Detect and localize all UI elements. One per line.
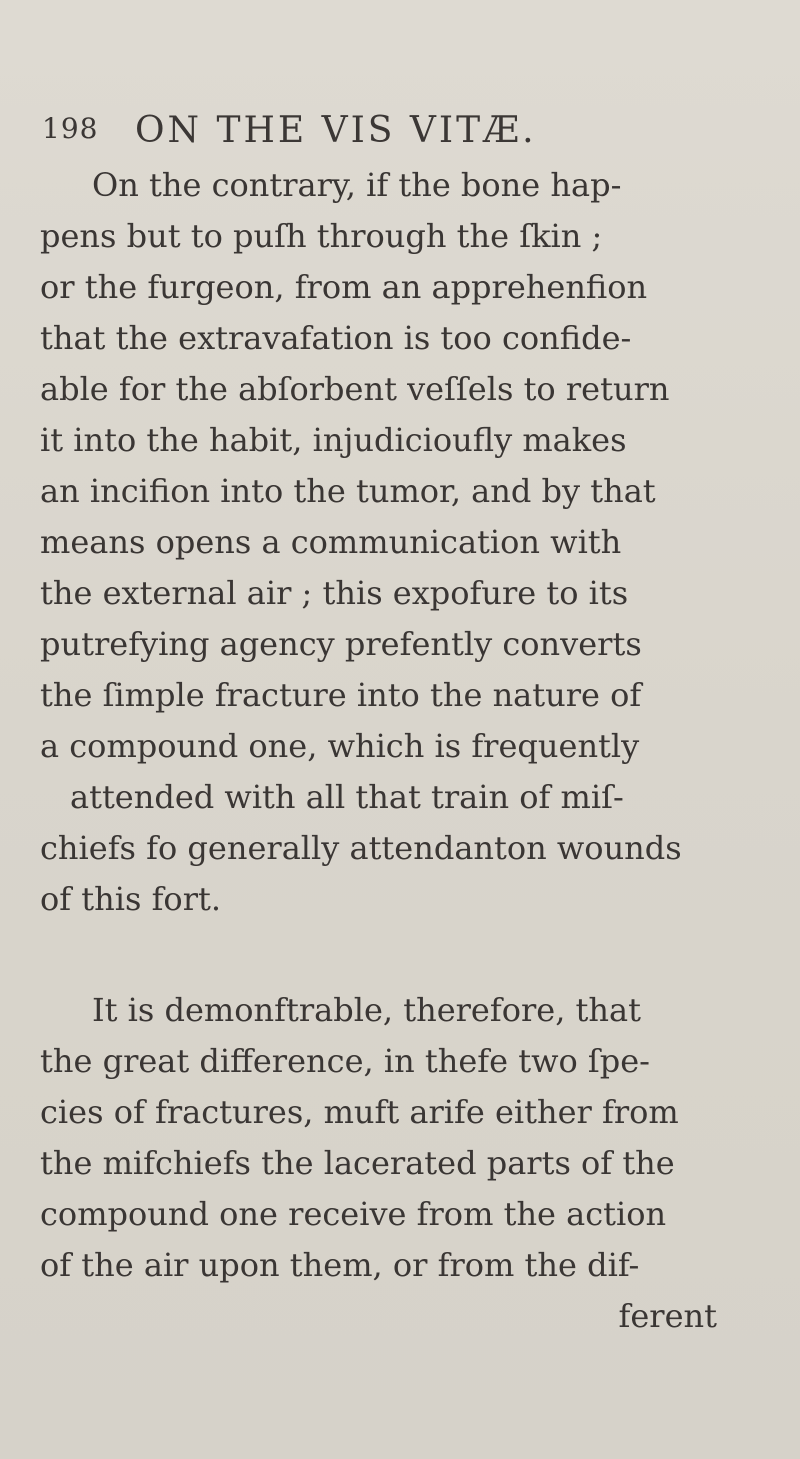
catchword: ferent xyxy=(618,1297,717,1335)
page-header xyxy=(40,110,760,150)
text-line: pens but to puſh through the ſkin ; xyxy=(40,217,603,255)
text-line: the ſimple fracture into the nature of xyxy=(40,676,642,714)
paragraph-gap xyxy=(40,925,765,985)
text-line: a compound one, which is frequently xyxy=(40,727,640,765)
text-line: putrefying agency prefently converts xyxy=(40,625,642,663)
text-line: that the extravafation is too confide- xyxy=(40,319,632,357)
text-line: On the contrary, if the bone hap- xyxy=(92,166,622,204)
text-line: the external air ; this expofure to its xyxy=(40,574,629,612)
text-line: It is demonftrable, therefore, that xyxy=(92,991,641,1029)
running-head: ON THE VIS VITÆ. xyxy=(135,110,537,151)
paragraph-1 xyxy=(40,160,765,925)
body-text xyxy=(40,160,765,1342)
text-line: attended with all that train of miſ- xyxy=(70,778,624,816)
text-line: chiefs fo generally attendanton wounds xyxy=(40,829,682,867)
text-line: of this fort. xyxy=(40,880,222,918)
text-line: an incifion into the tumor, and by that xyxy=(40,472,656,510)
page-number: 198 xyxy=(42,112,99,145)
text-line: or the furgeon, from an apprehenfion xyxy=(40,268,648,306)
text-line: of the air upon them, or from the dif- xyxy=(40,1246,640,1284)
text-line: the mifchiefs the lacerated parts of the xyxy=(40,1144,675,1182)
text-line: able for the abſorbent veſſels to return xyxy=(40,370,670,408)
text-line: it into the habit, injudicioufly makes xyxy=(40,421,627,459)
paragraph-2 xyxy=(40,985,765,1291)
text-line: means opens a communication with xyxy=(40,523,622,561)
text-line: cies of fractures, muft arife either from xyxy=(40,1093,679,1131)
text-line: compound one receive from the action xyxy=(40,1195,667,1233)
text-line: the great difference, in thefe two ſpe- xyxy=(40,1042,650,1080)
